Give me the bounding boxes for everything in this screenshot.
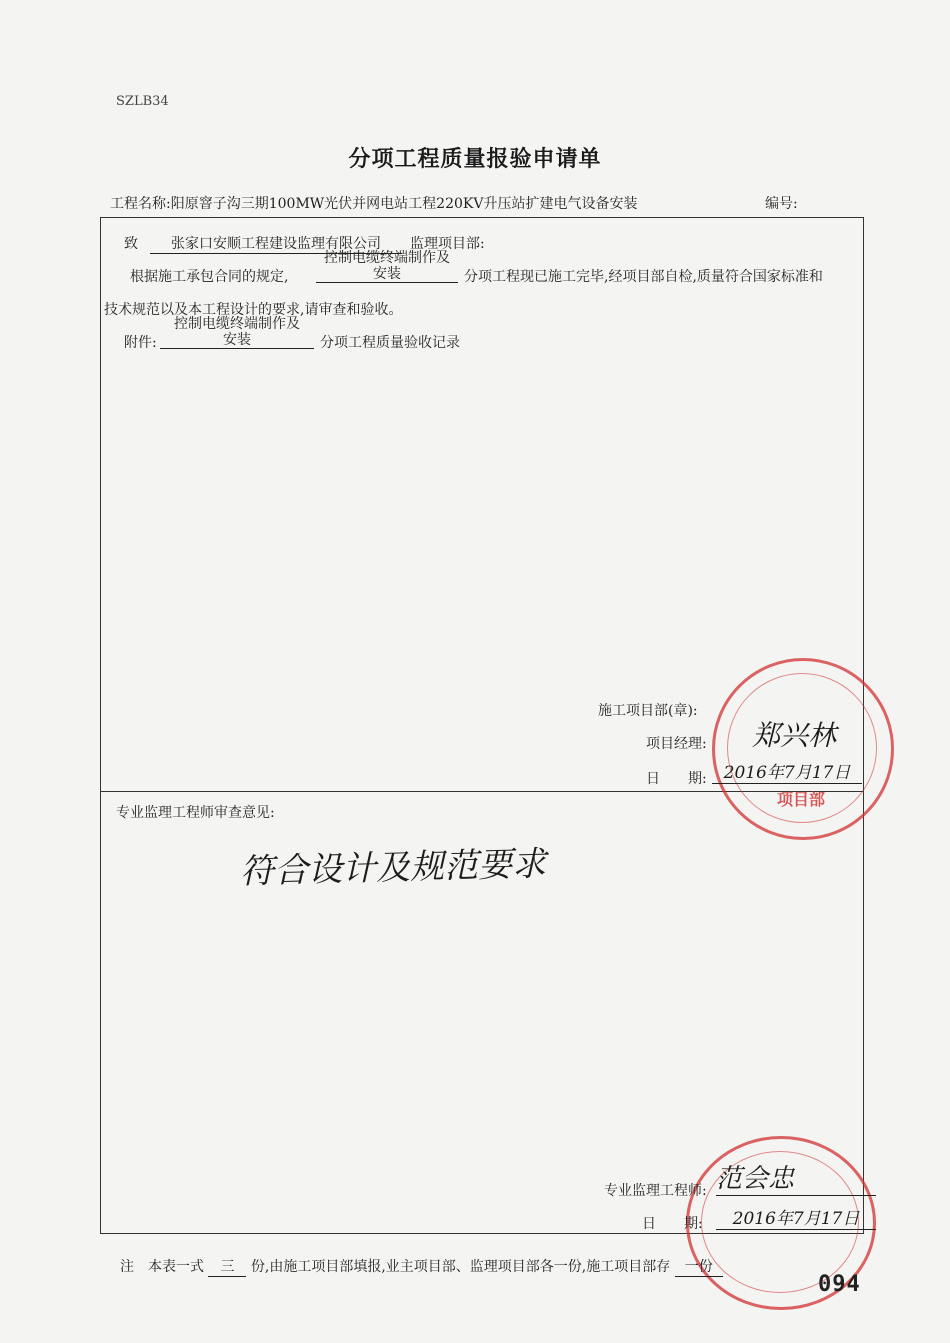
date2-label: 日 期: <box>642 1216 703 1232</box>
pm-label: 项目经理: <box>646 736 707 752</box>
subproject-name <box>316 250 458 283</box>
attach-label: 附件: <box>124 335 157 351</box>
footer-prefix: 注 本表一式 <box>120 1259 204 1275</box>
to-prefix: 致 <box>124 236 138 252</box>
body-line2: 技术规范以及本工程设计的要求,请审查和验收。 <box>104 302 403 318</box>
subproject-line1: 控制电缆终端制作及 <box>324 250 450 266</box>
footer-text: 份,由施工项目部填报,业主项目部、监理项目部各一份,施工项目部存 <box>250 1259 671 1275</box>
construction-dept-label: 施工项目部(章): <box>598 703 698 719</box>
engineer-label: 专业监理工程师: <box>604 1183 707 1199</box>
stamp-text: 项目部 <box>776 790 825 809</box>
date1: 2016年7月17日 <box>712 758 862 784</box>
footer-copies: 三 <box>208 1256 246 1277</box>
engineer-signature: 范会忠 <box>716 1158 876 1196</box>
project-name: 阳原窨子沟三期100MW光伏并网电站工程220KV升压站扩建电气设备安装 <box>170 196 638 212</box>
form-code: SZLB34 <box>116 94 169 109</box>
attach-suffix: 分项工程质量验收记录 <box>320 335 460 351</box>
attach-line2: 安装 <box>160 332 314 349</box>
project-name-row <box>110 193 637 213</box>
attachment-name <box>160 316 314 349</box>
body-prefix: 根据施工承包合同的规定, <box>130 269 289 285</box>
project-name-label: 工程名称: <box>110 196 171 212</box>
to-company: 张家口安顺工程建设监理有限公司 <box>150 233 402 254</box>
attach-line1: 控制电缆终端制作及 <box>174 316 300 332</box>
page-number: 094 <box>818 1272 861 1297</box>
page-title: 分项工程质量报验申请单 <box>348 147 602 172</box>
body-mid: 分项工程现已施工完毕,经项目部自检,质量符合国家标准和 <box>464 269 823 285</box>
to-suffix: 监理项目部: <box>410 236 485 252</box>
review-label: 专业监理工程师审查意见: <box>116 805 275 821</box>
footer-note <box>120 1256 723 1277</box>
subproject-line2: 安装 <box>316 266 458 283</box>
number-label: 编号: <box>765 196 798 212</box>
footer-tail: 一份 <box>675 1256 723 1277</box>
pm-signature: 郑兴林 <box>752 719 837 752</box>
date2: 2016年7月17日 <box>716 1204 876 1230</box>
review-opinion: 符合设计及规范要求 <box>239 844 547 892</box>
date-label: 日 期: <box>646 771 707 787</box>
